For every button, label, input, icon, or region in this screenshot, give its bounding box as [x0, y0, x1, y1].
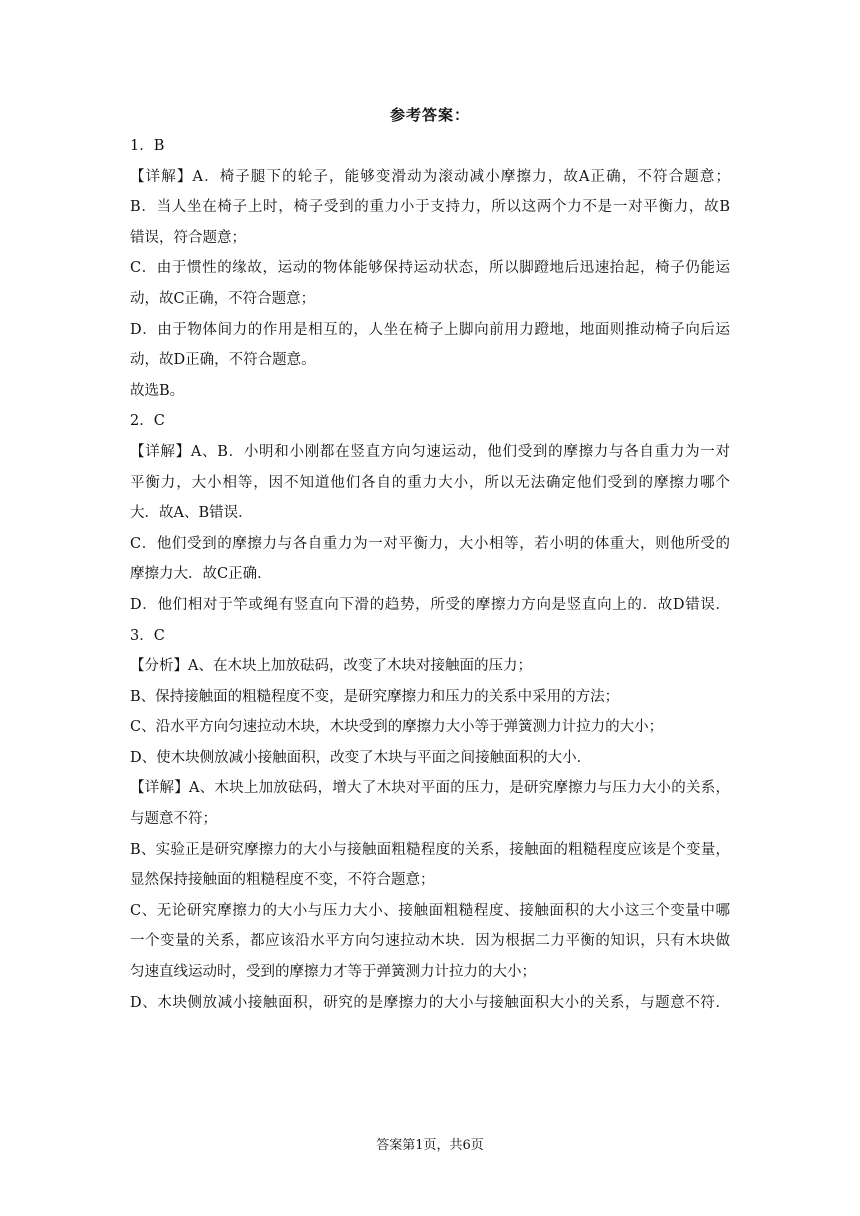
text-line: B、实验正是研究摩擦力的大小与接触面粗糙程度的关系，接触面的粗糙程度应该是个变量，	[130, 841, 730, 858]
text-line: B、保持接触面的粗糙程度不变，是研究摩擦力和压力的关系中采用的方法；	[130, 688, 620, 705]
text-line: 与题意不符；	[130, 811, 217, 828]
text-line: 大．故A、B错误．	[130, 505, 253, 522]
page-footer: 答案第1页，共6页	[376, 1138, 484, 1153]
text-line: 故选B。	[130, 382, 185, 399]
text-line: 一个变量的关系，都应该沿水平方向匀速拉动木块．因为根据二力平衡的知识，只有木块做	[130, 933, 730, 950]
text-line: 3．C	[130, 627, 165, 644]
answer-content	[130, 131, 730, 1018]
text-line: D、使木块侧放减小接触面积，改变了木块与平面之间接触面积的大小．	[130, 749, 592, 766]
text-line: 显然保持接触面的粗糙程度不变，不符合题意；	[130, 872, 435, 889]
text-line: D．他们相对于竿或绳有竖直向下滑的趋势，所受的摩擦力方向是竖直向上的．故D错误．	[130, 596, 730, 613]
text-line: 平衡力，大小相等，因不知道他们各自的重力大小，所以无法确定他们受到的摩擦力哪个	[130, 474, 730, 491]
text-line: 2．C	[130, 413, 165, 430]
text-line: 1．B	[130, 138, 165, 154]
text-line: D．由于物体间力的作用是相互的，人坐在椅子上脚向前用力蹬地，地面则推动椅子向后运	[130, 321, 730, 338]
text-line: C、沿水平方向匀速拉动木块，木块受到的摩擦力大小等于弹簧测力计拉力的大小；	[130, 719, 664, 736]
text-line: B．当人坐在椅子上时，椅子受到的重力小于支持力，所以这两个力不是一对平衡力，故B	[130, 199, 730, 216]
text-line: 【详解】A、B．小明和小刚都在竖直方向匀速运动，他们受到的摩擦力与各自重力为一对	[130, 443, 730, 460]
text-line: D、木块侧放减小接触面积，研究的是摩擦力的大小与接触面积大小的关系，与题意不符．	[130, 994, 730, 1011]
text-line: 摩擦力大．故C正确．	[130, 566, 272, 583]
text-line: C．由于惯性的缘故，运动的物体能够保持运动状态，所以脚蹬地后迅速抬起，椅子仍能运	[130, 260, 730, 277]
text-line: 错误，符合题意；	[130, 229, 246, 246]
text-line: 【详解】A、木块上加放砝码，增大了木块对平面的压力，是研究摩擦力与压力大小的关系，	[130, 780, 730, 797]
page-title: 参考答案：	[389, 106, 470, 124]
text-line: C、无论研究摩擦力的大小与压力大小、接触面粗糙程度、接触面积的大小这三个变量中哪	[130, 902, 730, 919]
text-line: 【详解】A．椅子腿下的轮子，能够变滑动为滚动减小摩擦力，故A正确，不符合题意；	[130, 168, 730, 185]
text-line: C．他们受到的摩擦力与各自重力为一对平衡力，大小相等，若小明的体重大，则他所受的	[130, 535, 730, 552]
text-line: 匀速直线运动时，受到的摩擦力才等于弹簧测力计拉力的大小；	[130, 964, 536, 981]
text-line: 动，故C正确，不符合题意；	[130, 290, 316, 307]
text-line: 【分析】A、在木块上加放砝码，改变了木块对接触面的压力；	[130, 658, 532, 675]
text-line: 动，故D正确，不符合题意。	[130, 352, 316, 369]
